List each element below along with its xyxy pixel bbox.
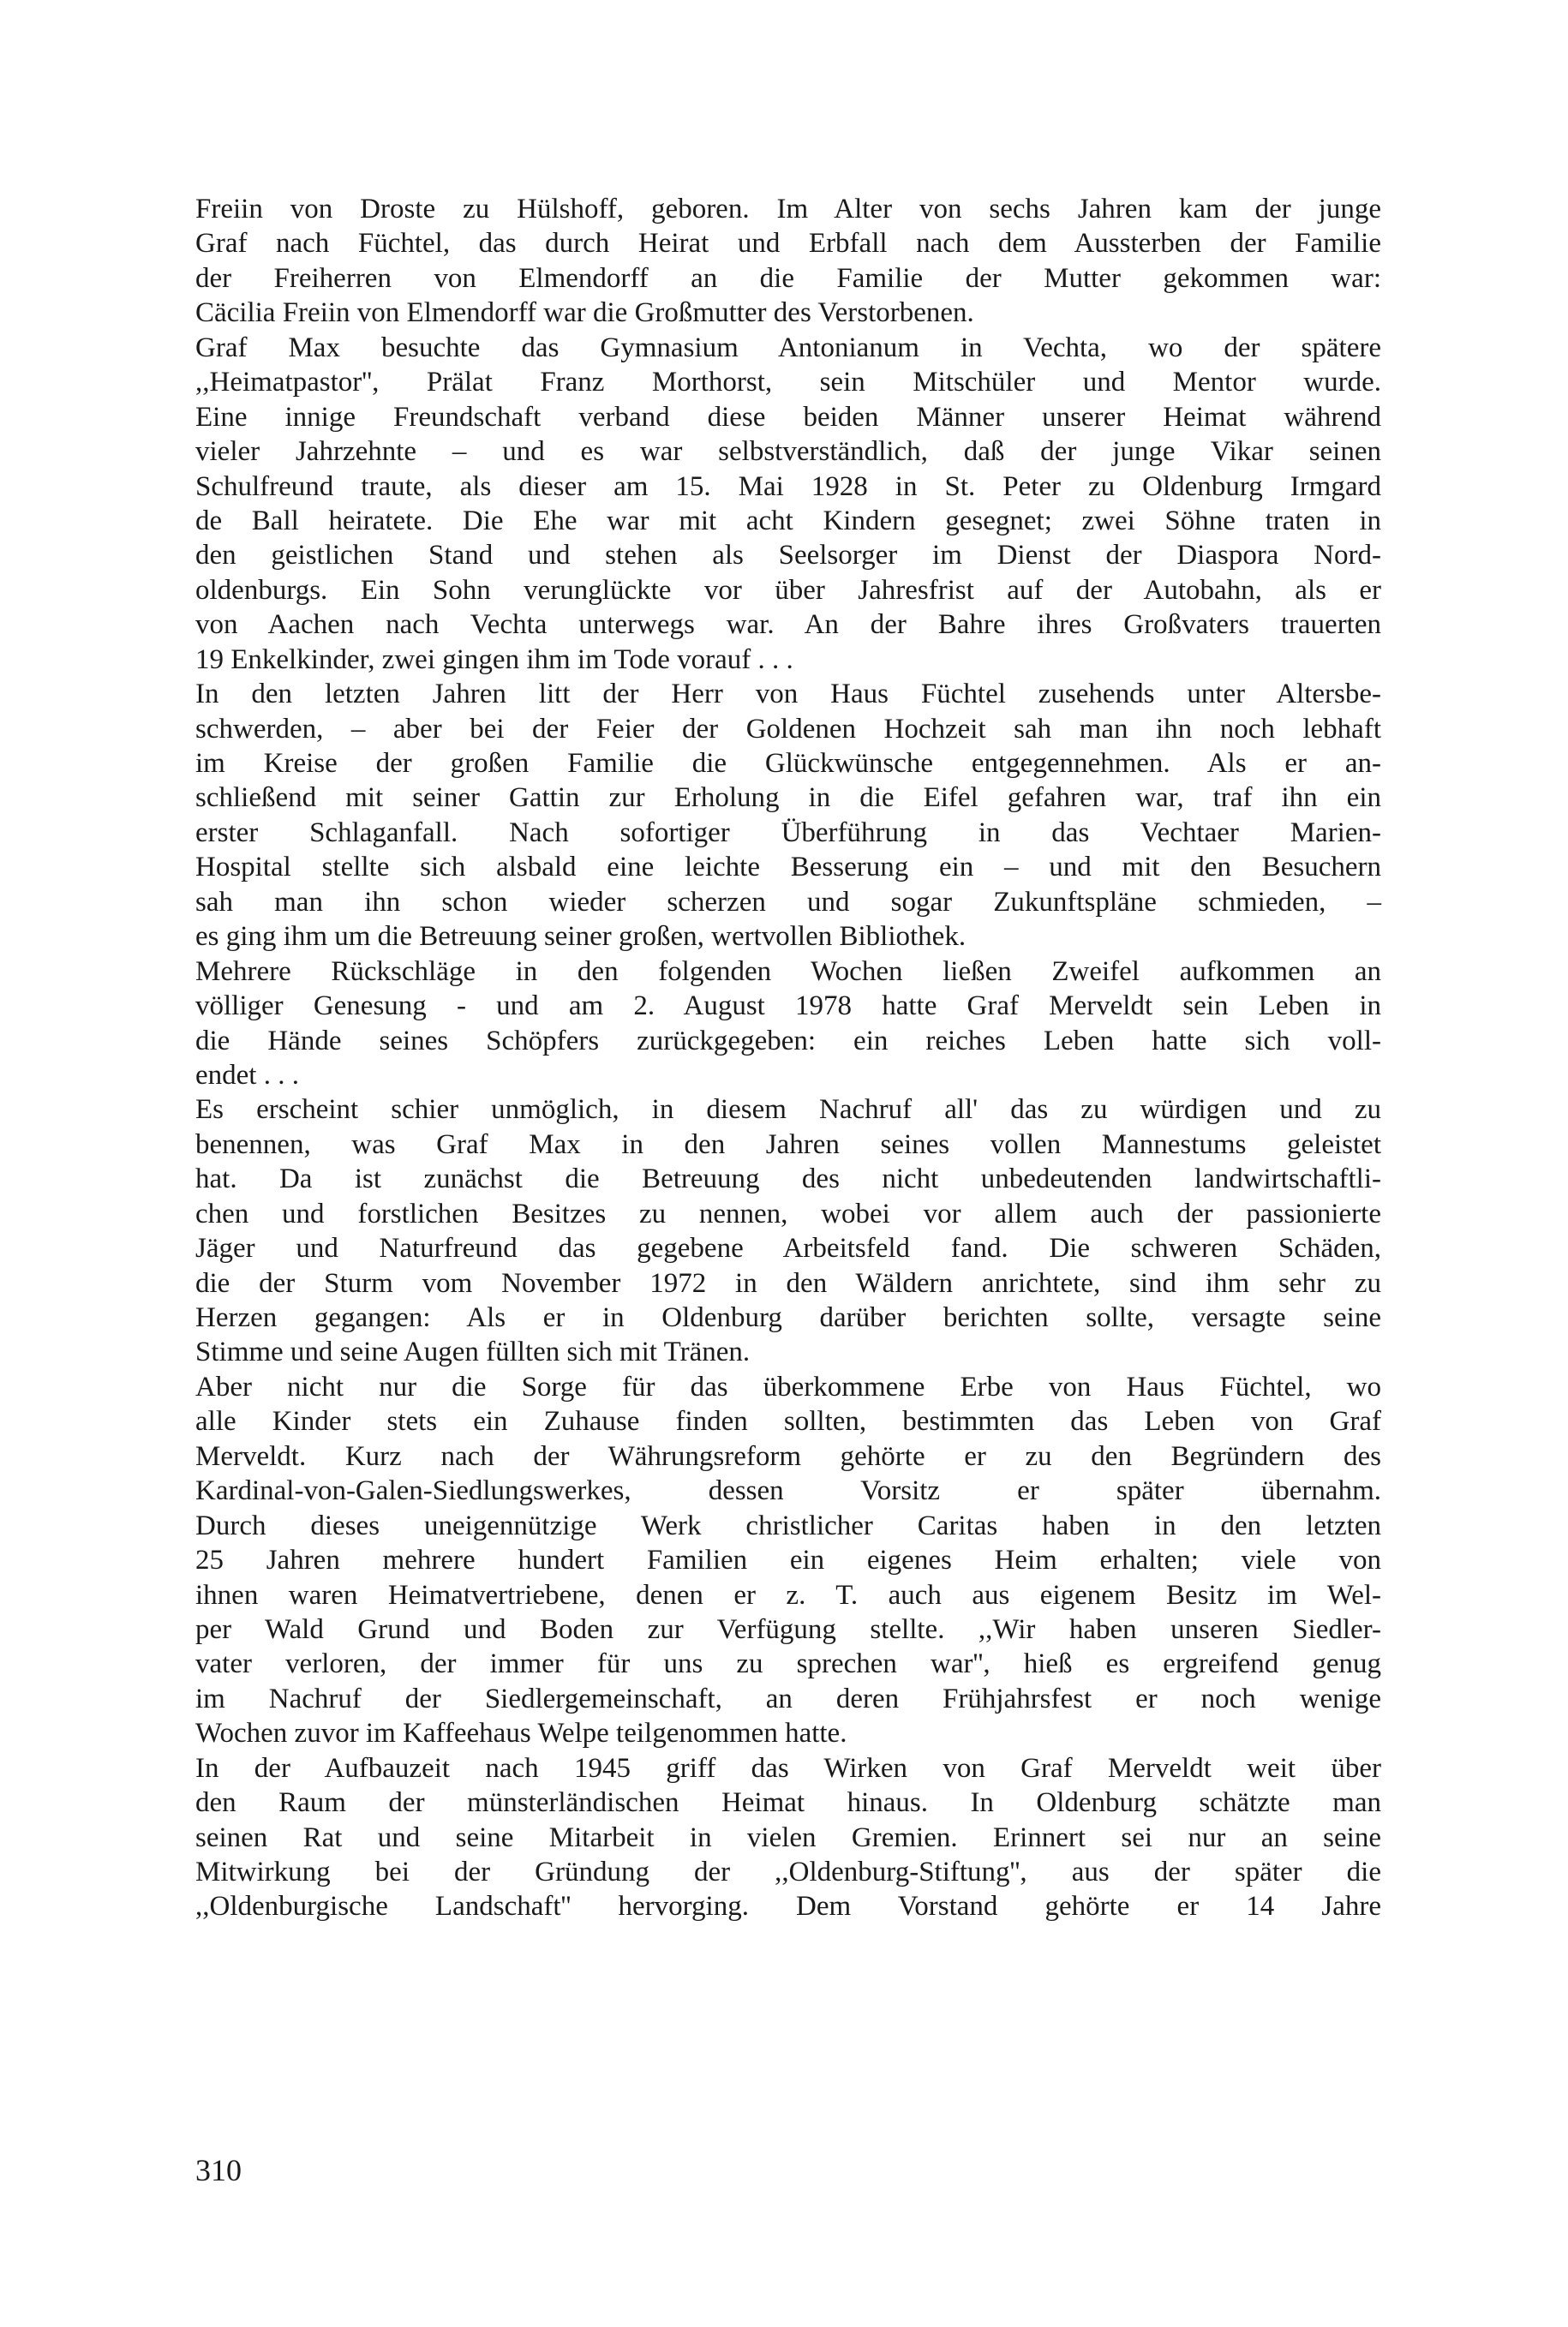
text-line: sah man ihn schon wieder scherzen und sogar Zukunftspläne schmieden, – bbox=[195, 886, 1381, 918]
text-line: endet . . . bbox=[195, 1059, 299, 1091]
text-line: benennen, was Graf Max in den Jahren seines vollen Mannestums geleistet bbox=[195, 1128, 1381, 1160]
text-line: In der Aufbauzeit nach 1945 griff das Wirken von Graf Merveldt weit über bbox=[195, 1752, 1381, 1784]
text-line: Durch dieses uneigennützige Werk christlicher Caritas haben in den letzten bbox=[195, 1510, 1381, 1541]
text-line: Wochen zuvor im Kaffeehaus Welpe teilgenommen hatte. bbox=[195, 1718, 847, 1750]
text-line: von Aachen nach Vechta unterwegs war. An der Bahre ihres Großvaters trauerten bbox=[195, 609, 1381, 641]
text-line: es ging ihm um die Betreuung seiner großen, wertvollen Bibliothek. bbox=[195, 921, 967, 953]
text-line: 25 Jahren mehrere hundert Familien ein eigenes Heim erhalten; viele von bbox=[195, 1545, 1381, 1576]
text-line: Jäger und Naturfreund das gegebene Arbeitsfeld fand. Die schweren Schäden, bbox=[195, 1233, 1381, 1265]
text-line: Kardinal-von-Galen-Siedlungswerkes, dessen Vorsitz er später übernahm. bbox=[195, 1475, 1381, 1507]
text-line: schwerden, – aber bei der Feier der Goldenen Hochzeit sah man ihn noch lebhaft bbox=[195, 713, 1381, 745]
text-line: den Raum der münsterländischen Heimat hinaus. In Oldenburg schätzte man bbox=[195, 1787, 1381, 1819]
text-line: hat. Da ist zunächst die Betreuung des nicht unbedeutenden landwirtschaftli- bbox=[195, 1164, 1381, 1195]
text-line: schließend mit seiner Gattin zur Erholung in die Eifel gefahren war, traf ihn ein bbox=[195, 782, 1381, 814]
text-line: Hospital stellte sich alsbald eine leichte Besserung ein – und mit den Besuchern bbox=[195, 852, 1381, 883]
text-line: Eine innige Freundschaft verband diese beiden Männer unserer Heimat während bbox=[195, 401, 1381, 433]
text-line: Freiin von Droste zu Hülshoff, geboren. Im Alter von sechs Jahren kam der junge bbox=[195, 194, 1381, 224]
text-line: de Ball heiratete. Die Ehe war mit acht Kindern gesegnet; zwei Söhne traten in bbox=[195, 505, 1381, 536]
body-text bbox=[195, 192, 1381, 1924]
text-line: Stimme und seine Augen füllten sich mit Tränen. bbox=[195, 1337, 751, 1368]
text-line: oldenburgs. Ein Sohn verunglückte vor über Jahresfrist auf der Autobahn, als er bbox=[195, 574, 1381, 606]
text-line: die der Sturm vom November 1972 in den Wäldern anrichtete, sind ihm sehr zu bbox=[195, 1267, 1381, 1299]
text-line: 19 Enkelkinder, zwei gingen ihm im Tode vorauf . . . bbox=[195, 643, 793, 675]
text-line: chen und forstlichen Besitzes zu nennen, wobei vor allem auch der passionierte bbox=[195, 1198, 1381, 1229]
text-line: Schulfreund traute, als dieser am 15. Mai 1928 in St. Peter zu Oldenburg Irmgard bbox=[195, 470, 1381, 502]
text-line: der Freiherren von Elmendorff an die Familie der Mutter gekommen war: bbox=[195, 262, 1381, 294]
text-line: vater verloren, der immer für uns zu sprechen war'', hieß es ergreifend genug bbox=[195, 1648, 1381, 1680]
text-line: alle Kinder stets ein Zuhause finden sollten, bestimmten das Leben von Graf bbox=[195, 1406, 1381, 1438]
text-line: im Nachruf der Siedlergemeinschaft, an deren Frühjahrsfest er noch wenige bbox=[195, 1683, 1381, 1714]
text-line: Graf Max besuchte das Gymnasium Antonianum in Vechta, wo der spätere bbox=[195, 332, 1381, 363]
text-line: ,,Heimatpastor'', Prälat Franz Morthorst, sein Mitschüler und Mentor wurde. bbox=[195, 367, 1381, 398]
page-number: 310 bbox=[195, 2153, 242, 2187]
text-line: per Wald Grund und Boden zur Verfügung stellte. ,,Wir haben unseren Siedler- bbox=[195, 1613, 1381, 1645]
text-line: Aber nicht nur die Sorge für das überkommene Erbe von Haus Füchtel, wo bbox=[195, 1371, 1381, 1403]
text-line: Mitwirkung bei der Gründung der ,,Oldenburg-Stiftung'', aus der später die bbox=[195, 1857, 1381, 1887]
text-line: völliger Genesung - und am 2. August 1978 hatte Graf Merveldt sein Leben in bbox=[195, 990, 1381, 1022]
text-line: In den letzten Jahren litt der Herr von Haus Füchtel zusehends unter Altersbe- bbox=[195, 679, 1381, 710]
text-line: Cäcilia Freiin von Elmendorff war die Großmutter des Verstorbenen. bbox=[195, 297, 974, 329]
text-line: Merveldt. Kurz nach der Währungsreform gehörte er zu den Begründern des bbox=[195, 1440, 1381, 1472]
text-line: Mehrere Rückschläge in den folgenden Wochen ließen Zweifel aufkommen an bbox=[195, 955, 1381, 987]
text-line: die Hände seines Schöpfers zurückgegeben: ein reiches Leben hatte sich voll- bbox=[195, 1025, 1381, 1056]
text-line: seinen Rat und seine Mitarbeit in vielen Gremien. Erinnert sei nur an seine bbox=[195, 1822, 1381, 1853]
text-line: Graf nach Füchtel, das durch Heirat und Erbfall nach dem Aussterben der Familie bbox=[195, 228, 1381, 260]
text-line: ihnen waren Heimatvertriebene, denen er z. T. auch aus eigenem Besitz im Wel- bbox=[195, 1579, 1381, 1611]
text-line: im Kreise der großen Familie die Glückwünsche entgegennehmen. Als er an- bbox=[195, 748, 1381, 779]
text-line: Es erscheint schier unmöglich, in diesem Nachruf all' das zu würdigen und zu bbox=[195, 1094, 1381, 1126]
text-line: ,,Oldenburgische Landschaft'' hervorging. Dem Vorstand gehörte er 14 Jahre bbox=[195, 1891, 1381, 1923]
text-line: vieler Jahrzehnte – und es war selbstverständlich, daß der junge Vikar seinen bbox=[195, 436, 1381, 468]
text-line: erster Schlaganfall. Nach sofortiger Überführung in das Vechtaer Marien- bbox=[195, 817, 1381, 848]
text-line: den geistlichen Stand und stehen als Seelsorger im Dienst der Diaspora Nord- bbox=[195, 540, 1381, 571]
text-line: Herzen gegangen: Als er in Oldenburg darüber berichten sollte, versagte seine bbox=[195, 1302, 1381, 1333]
